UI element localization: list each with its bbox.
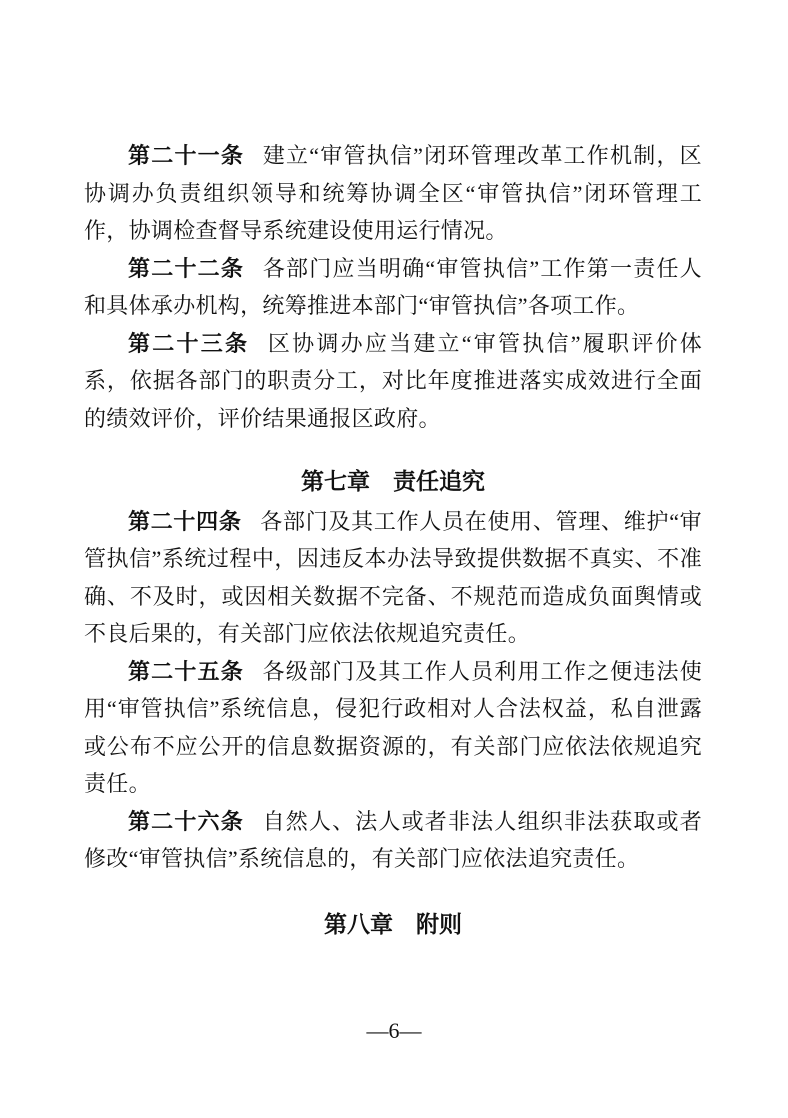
article-paragraph xyxy=(84,250,702,325)
article-paragraph xyxy=(84,803,702,878)
article-paragraph xyxy=(84,325,702,438)
article-text: 自然人、法人或者非法人组织非法获取或者修改“审管执信”系统信息的，有关部门应依法追究责任。 xyxy=(84,808,702,871)
chapter-heading: 第八章 附则 xyxy=(324,910,462,937)
article-text: 建立“审管执信”闭环管理改革工作机制，区协调办负责组织领导和统筹协调全区“审管执信”闭环管理工作，协调检查督导系统建设使用运行情况。 xyxy=(84,143,702,243)
article-paragraph xyxy=(84,503,702,653)
article-number-label: 第二十三条 xyxy=(128,330,250,356)
article-text: 各部门及其工作人员在使用、管理、维护“审管执信”系统过程中，因违反本办法导致提供数据不真实、不准确、不及时，或因相关数据不完备、不规范而造成负面舆情或不良后果的，有关部门应依法依规追究责任。 xyxy=(84,508,702,646)
article-number-label: 第二十一条 xyxy=(128,143,245,168)
article-text: 各级部门及其工作人员利用工作之便违法使用“审管执信”系统信息，侵犯行政相对人合法权益，私自泄露或公布不应公开的信息数据资源的，有关部门应依法依规追究责任。 xyxy=(84,658,702,796)
article-number-label: 第二十二条 xyxy=(128,255,245,281)
chapter-heading: 第七章 责任追究 xyxy=(301,468,485,494)
article-paragraph xyxy=(84,653,702,803)
article-text: 区协调办应当建立“审管执信”履职评价体系，依据各部门的职责分工，对比年度推进落实成效进行全面的绩效评价，评价结果通报区政府。 xyxy=(84,330,702,431)
document-body xyxy=(84,137,702,943)
article-number-label: 第二十五条 xyxy=(128,658,244,684)
article-number-label: 第二十六条 xyxy=(128,808,244,834)
article-number-label: 第二十四条 xyxy=(128,508,242,534)
page-number: —6— xyxy=(366,1018,422,1043)
article-text: 各部门应当明确“审管执信”工作第一责任人和具体承办机构，统筹推进本部门“审管执信”各项工作。 xyxy=(84,255,702,318)
article-paragraph xyxy=(84,137,702,250)
